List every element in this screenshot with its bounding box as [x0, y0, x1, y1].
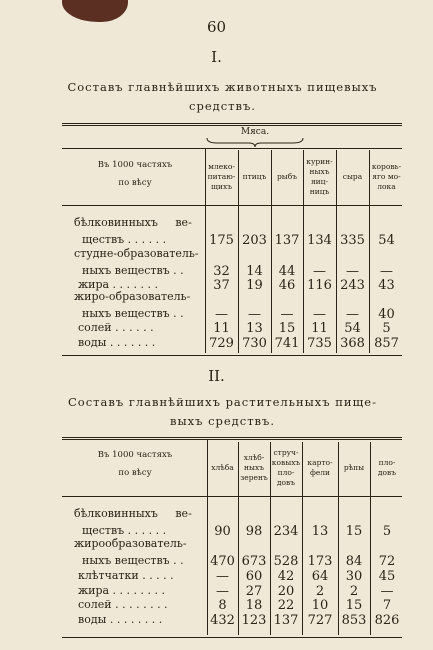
table1-cell: 13 — [246, 321, 263, 336]
table1-row-label: ныхъ веществъ . . — [82, 264, 184, 277]
table2-title-line1: Составъ главнѣйшихъ растительныхъ пище- — [68, 395, 377, 409]
table1-cell: 11 — [213, 321, 230, 336]
table2-column-header: рѣпы — [343, 463, 365, 472]
table2-cell: 173 — [307, 554, 333, 569]
table1-row-label: жиро-образователь- — [74, 290, 191, 303]
table2-header-bottom-rule — [62, 496, 402, 497]
table2-cell: 432 — [210, 613, 235, 628]
table1-cell: 11 — [311, 321, 328, 336]
table2-cell: — — [216, 569, 229, 584]
table1-cell: 730 — [242, 336, 267, 351]
table2-cell: 60 — [245, 569, 263, 584]
table2-column-header: пло- довъ — [377, 458, 397, 477]
table2-title-line2: выхъ средствъ. — [169, 414, 276, 428]
table1-cell: — — [346, 307, 359, 322]
table2-cell: 123 — [241, 613, 267, 628]
table2-row-label: ществъ . . . . . . — [82, 524, 167, 537]
table2-cell: 528 — [273, 554, 299, 569]
table2-cell: 45 — [378, 569, 396, 584]
table2-cell: 7 — [382, 598, 392, 613]
table1-cell: — — [215, 307, 228, 322]
table2-row-label: ныхъ веществъ . . — [82, 554, 184, 567]
table1-cell: — — [346, 264, 359, 279]
table1-cell: 54 — [344, 321, 361, 336]
table1-cell: 116 — [307, 278, 332, 293]
table2-cell: 2 — [349, 584, 359, 599]
table2-cell: 5 — [382, 524, 392, 539]
table1-cell: — — [280, 307, 294, 322]
table2-cell: 18 — [245, 598, 263, 613]
table1-cell: 40 — [378, 307, 395, 322]
table2-cell: 72 — [378, 554, 396, 569]
table1-column-header: птицъ — [242, 172, 267, 181]
table1-row-label: жира . . . . . . . — [78, 278, 159, 291]
table1-cell: 735 — [307, 336, 332, 351]
table1-cell: 857 — [374, 336, 399, 351]
table2-row-label: клѣтчатки . . . . . — [78, 569, 174, 582]
table2-cell: 2 — [315, 584, 325, 599]
table2-row-label: жирообразователь- — [74, 537, 187, 550]
table1-cell: 335 — [340, 233, 365, 248]
table2-cell: 470 — [210, 554, 235, 569]
table2-column-header: карто- фели — [307, 458, 333, 477]
table1-header-rule — [62, 148, 402, 149]
table2-cell: 673 — [241, 554, 267, 569]
table1-cell: — — [313, 307, 326, 322]
table2-cell: 727 — [307, 613, 333, 628]
table1-cell: 15 — [278, 321, 296, 336]
table1-cell: 54 — [378, 233, 395, 248]
table2-row-label: жира . . . . . . . . — [78, 584, 165, 597]
table1-cell: 37 — [213, 278, 230, 293]
table1-row-label: студне-образователь- — [74, 247, 199, 260]
table1-cell: 19 — [246, 278, 263, 293]
table1-column-header: млеко- питаю- щихъ — [207, 162, 236, 191]
table1-cell: 368 — [340, 336, 365, 351]
table2-cell: 27 — [245, 584, 263, 599]
table2-cell: — — [380, 584, 394, 599]
page-number: 60 — [206, 18, 227, 36]
table1-number: I. — [211, 48, 222, 66]
table2-cell: 15 — [345, 524, 363, 539]
table1-cell: 44 — [278, 264, 296, 279]
table1-group-brace — [205, 136, 305, 148]
table1-cell: — — [380, 264, 393, 279]
table1-stub-header: Въ 1000 частяхъ по вѣсу — [97, 160, 173, 188]
table1-cell: 43 — [378, 278, 395, 293]
table1-title-line2: средствъ. — [189, 99, 256, 113]
table2-cell: 22 — [277, 598, 295, 613]
table1-cell: 203 — [242, 233, 267, 248]
table2-number: II. — [208, 367, 225, 385]
table2-cell: 84 — [345, 554, 363, 569]
table1-cell: 741 — [274, 336, 300, 351]
table2-row-label: воды . . . . . . . . — [78, 613, 163, 626]
table2-cell: 98 — [245, 524, 263, 539]
table2-cell: 42 — [277, 569, 295, 584]
table1-group-label: Мяса. — [240, 127, 270, 137]
table1-cell: 134 — [307, 233, 332, 248]
table1-row-label: солей . . . . . . — [78, 321, 154, 334]
table1-top-rule — [62, 123, 402, 126]
table1-cell: — — [248, 307, 261, 322]
table1-row-label: ныхъ веществъ . . — [82, 307, 184, 320]
table2-cell: 8 — [218, 598, 227, 613]
table1-cell: 243 — [340, 278, 365, 293]
table2-cell: — — [216, 584, 229, 599]
table2-cell: 20 — [277, 584, 295, 599]
table2-cell: 13 — [311, 524, 329, 539]
table2-cell: 15 — [345, 598, 363, 613]
table2-cell: 90 — [214, 524, 231, 539]
table1-cell: — — [313, 264, 326, 279]
table1-row-label: воды . . . . . . . — [78, 336, 156, 349]
table1-column-header: сыра — [342, 172, 363, 181]
table2-bottom-rule — [62, 637, 402, 638]
table2-column-header: хлѣб- ныхъ зеренъ — [240, 453, 268, 482]
table2-cell: 234 — [273, 524, 299, 539]
table2-cell: 64 — [311, 569, 329, 584]
table1-cell: 729 — [209, 336, 234, 351]
table2-cell: 10 — [311, 598, 329, 613]
table2-cell: 853 — [341, 613, 367, 628]
table1-cell: 14 — [246, 264, 263, 279]
table1-cell: 175 — [209, 233, 234, 248]
table2-column-header: хлѣба — [211, 463, 234, 472]
table2-stub-header: Въ 1000 частяхъ по вѣсу — [97, 450, 173, 478]
table1-column-header: коровь- яго мо- лока — [371, 162, 402, 191]
table1-cell: 137 — [274, 233, 300, 248]
table2-column-header: струч- ковыхъ пло- довъ — [271, 448, 301, 487]
table2-cell: 137 — [273, 613, 299, 628]
table1-header-bottom-rule — [62, 205, 402, 206]
table1-column-header: рыбъ — [276, 172, 298, 181]
table2-cell: 30 — [345, 569, 363, 584]
table1-cell: 5 — [382, 321, 391, 336]
table1-column-header: курин- ныхъ яиц- ницъ — [306, 157, 333, 196]
table2-row-label: бѣлковинныхъ ве- — [74, 507, 192, 520]
table2-top-rule — [62, 437, 402, 440]
table1-cell: 46 — [278, 278, 296, 293]
table1-cell: 32 — [213, 264, 230, 279]
table1-title-line1: Составъ главнѣйшихъ животныхъ пищевыхъ — [67, 80, 378, 94]
table1-row-label: ществъ . . . . . . — [82, 233, 167, 246]
table2-cell: 826 — [374, 613, 400, 628]
table1-bottom-rule — [62, 355, 402, 356]
table1-row-label: бѣлковинныхъ ве- — [74, 216, 192, 229]
table2-row-label: солей . . . . . . . . — [78, 598, 168, 611]
